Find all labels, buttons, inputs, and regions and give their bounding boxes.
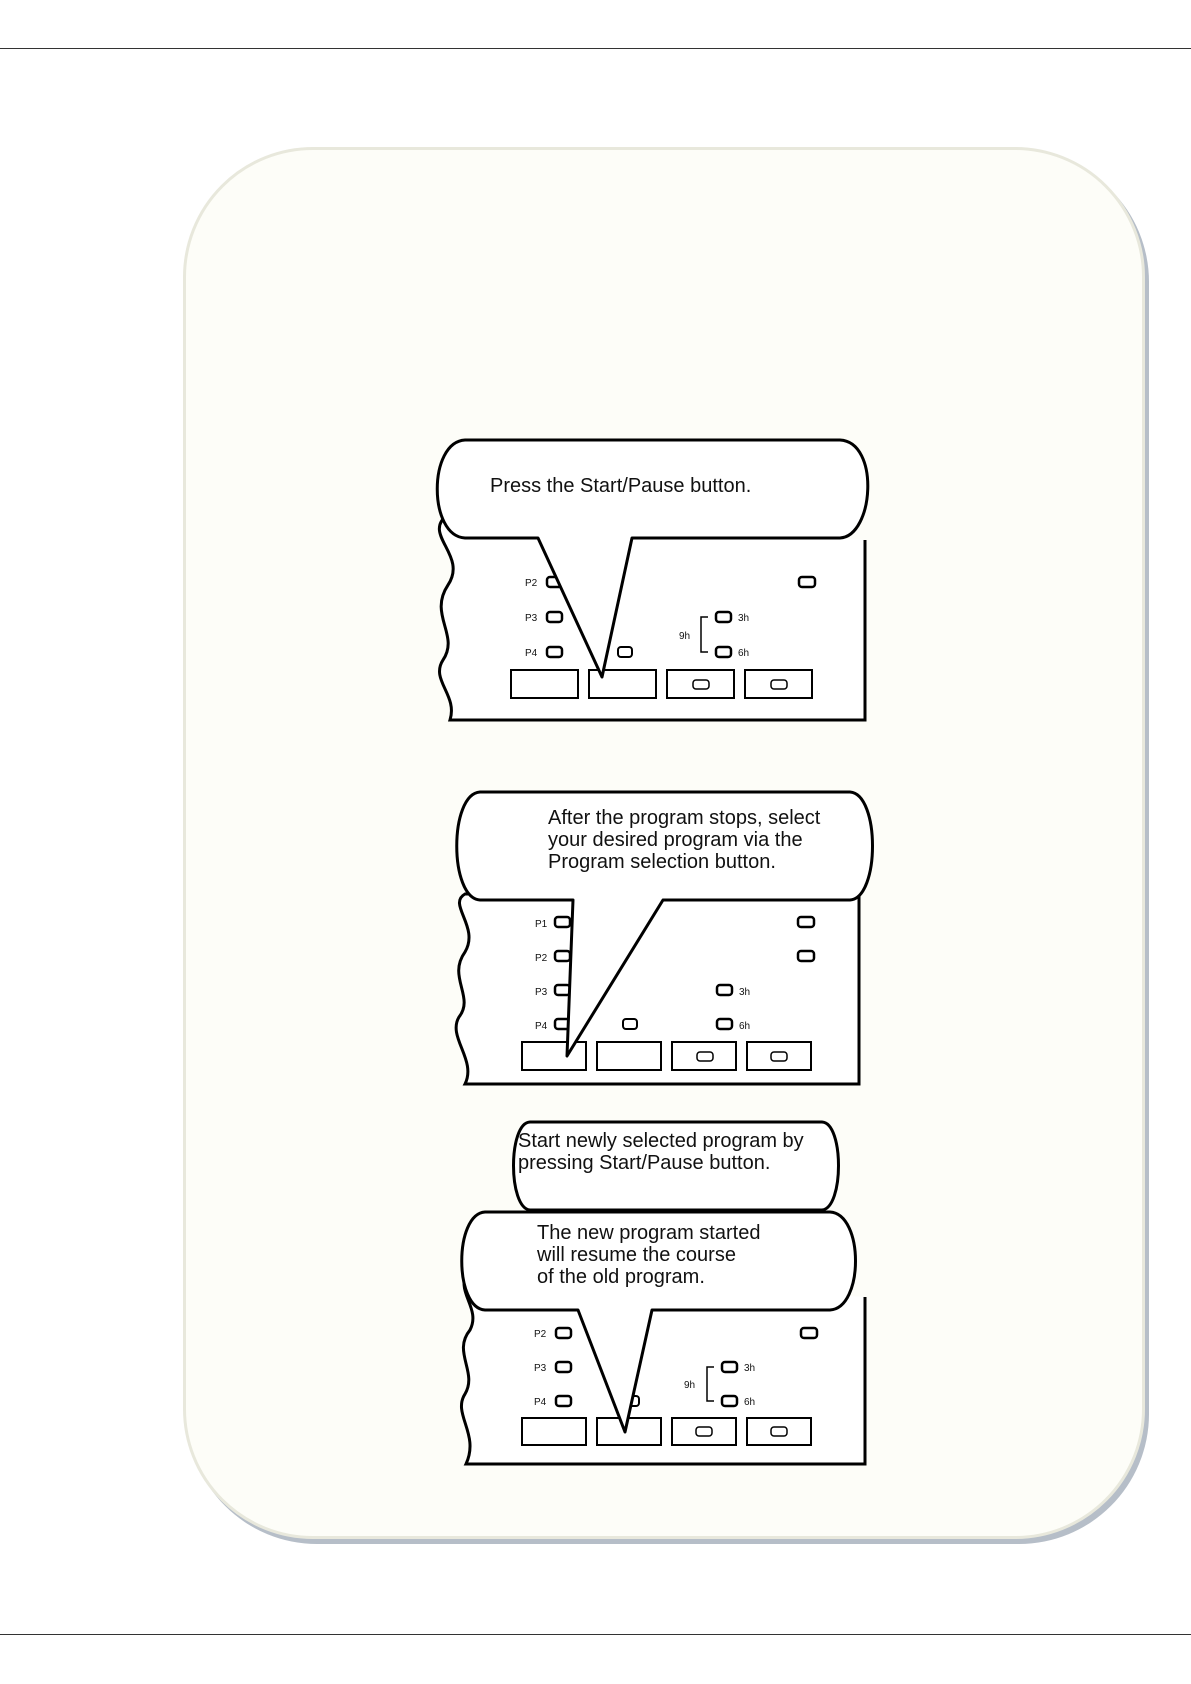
label-p3: P3 [535,987,548,998]
start-pause-button[interactable] [589,670,656,698]
callout-step-1: Press the Start/Pause button. [490,475,752,497]
label-p2: P2 [525,578,538,589]
indicator-6h-icon [716,647,731,657]
label-9h: 9h [684,1380,696,1391]
indicator-icon [618,647,632,657]
option-button-icon [771,1427,787,1436]
indicator-p2-icon [555,951,570,961]
callout-step-2: After the program stops, select your desired program via the Program selection button. [548,807,821,873]
label-3h: 3h [739,987,751,998]
option-button-icon [696,1427,712,1436]
label-3h: 3h [744,1363,756,1374]
indicator-6h-icon [717,1019,732,1029]
indicator-icon [623,1019,637,1029]
label-p4: P4 [535,1021,548,1032]
indicator-icon [801,1328,817,1338]
program-selection-button[interactable] [522,1042,586,1070]
indicator-icon [798,951,814,961]
footer-rule [0,1634,1191,1635]
indicator-p3-icon [555,985,570,995]
label-p3: P3 [525,613,538,624]
label-3h: 3h [738,613,750,624]
indicator-3h-icon [716,612,731,622]
program-selection-button[interactable] [511,670,578,698]
option-button-icon [693,680,709,689]
indicator-3h-icon [722,1362,737,1372]
option-button-icon [771,680,787,689]
label-p4: P4 [525,648,538,659]
label-9h: 9h [679,631,691,642]
header-rule [0,48,1191,49]
indicator-p2-icon [556,1328,571,1338]
option-button-icon [771,1052,787,1061]
indicator-p4-icon [547,647,562,657]
indicator-3h-icon [717,985,732,995]
indicator-icon [799,577,815,587]
program-selection-button[interactable] [522,1418,586,1445]
callout-step-4: The new program started will resume the course of the old program. [537,1222,761,1288]
label-6h: 6h [739,1021,751,1032]
label-p2: P2 [535,953,548,964]
label-p2: P2 [534,1329,547,1340]
callout-step-3: Start newly selected program by pressing Start/Pause button. [518,1130,804,1174]
label-6h: 6h [744,1397,756,1408]
indicator-p4-icon [556,1396,571,1406]
label-p1: P1 [535,919,548,930]
indicator-p1-icon [555,917,570,927]
label-6h: 6h [738,648,750,659]
option-button-icon [697,1052,713,1061]
label-p4: P4 [534,1397,547,1408]
label-p3: P3 [534,1363,547,1374]
indicator-p3-icon [547,612,562,622]
start-pause-button[interactable] [597,1042,661,1070]
indicator-icon [798,917,814,927]
start-pause-button[interactable] [597,1418,661,1445]
indicator-p3-icon [556,1362,571,1372]
indicator-6h-icon [722,1396,737,1406]
